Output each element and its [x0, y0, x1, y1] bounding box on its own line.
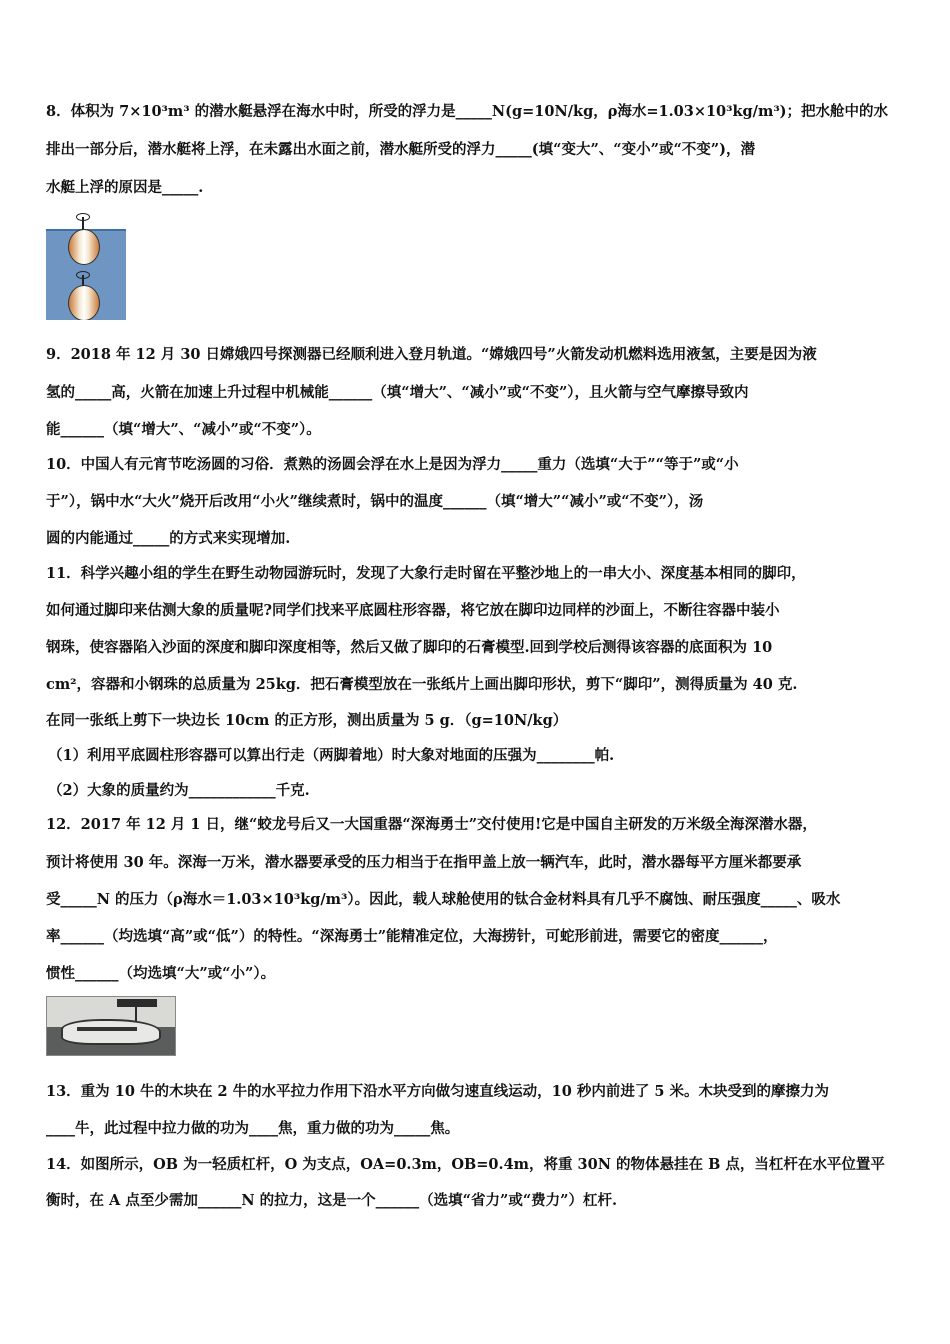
q11-line-3: 钢珠，使容器陷入沙面的深度和脚印深度相等，然后又做了脚印的石膏模型.回到学校后测得该容器的底面积为 10 — [46, 639, 773, 656]
q9-line-3: 能______（填“增大”、“减小”或“不变”）。 — [46, 421, 321, 438]
q11-line-1: 11．科学兴趣小组的学生在野生动物园游玩时，发现了大象行走时留在平整沙地上的一串大小、深度基本相同的脚印， — [46, 565, 806, 582]
q13-line-1: 13．重为 10 牛的木块在 2 牛的水平拉力作用下沿水平方向做匀速直线运动，10 秒内前进了 5 米。木块受到的摩擦力为 — [46, 1083, 830, 1100]
submersible-hull-icon — [61, 1019, 161, 1045]
q12-line-5: 惯性______（均选填“大”或“小”）。 — [46, 965, 276, 982]
q12-line-3: 受_____N 的压力（ρ海水＝1.03×10³kg/m³）。因此，载人球舱使用的钛合金材料具有几乎不腐蚀、耐压强度_____、吸水 — [46, 891, 841, 908]
q11-sub-1: （1）利用平底圆柱形容器可以算出行走（两脚着地）时大象对地面的压强为________帕. — [48, 747, 615, 764]
q14-line-2: 衡时，在 A 点至少需加______N 的拉力，这是一个______（选填“省力”或“费力”）杠杆. — [46, 1192, 618, 1209]
submarine-top-icon — [68, 229, 100, 265]
q14-line-1: 14．如图所示，OB 为一轻质杠杆，O 为支点，OA=0.3m，OB=0.4m，将重 30N 的物体悬挂在 B 点，当杠杆在水平位置平 — [46, 1156, 885, 1173]
q9-line-2: 氢的_____高，火箭在加速上升过程中机械能______（填“增大”、“减小”或“不变”），且火箭与空气摩擦导致内 — [46, 384, 749, 401]
q11-line-4: cm²，容器和小钢珠的总质量为 25kg．把石膏模型放在一张纸片上画出脚印形状，剪下“脚印”，测得质量为 40 克. — [46, 676, 798, 693]
q8-line-3: 水艇上浮的原因是_____. — [46, 179, 204, 196]
q12-line-2: 预计将使用 30 年。深海一万米，潜水器要承受的压力相当于在指甲盖上放一辆汽车，此时，潜水器每平方厘米都要承 — [46, 854, 802, 871]
submersible-stripe-icon — [77, 1027, 137, 1031]
photo-cable-icon — [135, 1005, 137, 1021]
submarine-figure — [46, 207, 126, 320]
q13-line-2: ____牛，此过程中拉力做的功为____焦，重力做的功为_____焦。 — [46, 1120, 460, 1137]
q9-line-1: 9．2018 年 12 月 30 日嫦娥四号探测器已经顺利进入登月轨道。“嫦娥四号”火箭发动机燃料选用液氢，主要是因为液 — [46, 346, 817, 363]
q8-line-1: 8．体积为 7×10³m³ 的潜水艇悬浮在海水中时，所受的浮力是_____N(g=10N/kg，ρ海水=1.03×10³kg/m³)；把水舱中的水 — [46, 103, 889, 120]
q11-line-5: 在同一张纸上剪下一块边长 10cm 的正方形，测出质量为 5 g．（g=10N/kg） — [46, 712, 568, 729]
q10-line-1: 10．中国人有元宵节吃汤圆的习俗．煮熟的汤圆会浮在水上是因为浮力_____重力（选填“大于”“等于”或“小 — [46, 456, 739, 473]
q12-line-4: 率______（均选填“高”或“低”）的特性。“深海勇士”能精准定位，大海捞针，可蛇形前进，需要它的密度______， — [46, 928, 778, 945]
q11-sub-2: （2）大象的质量约为____________千克. — [48, 782, 310, 799]
photo-crane-icon — [117, 999, 157, 1007]
q11-line-2: 如何通过脚印来估测大象的质量呢?同学们找来平底圆柱形容器，将它放在脚印边同样的沙面上，不断往容器中装小 — [46, 602, 780, 619]
q8-line-2: 排出一部分后，潜水艇将上浮，在未露出水面之前，潜水艇所受的浮力_____(填“变大”、“变小”或“不变”)，潜 — [46, 141, 756, 158]
q12-line-1: 12．2017 年 12 月 1 日，继“蛟龙号后又一大国重器“深海勇士”交付使用!它是中国自主研发的万米级全海深潜水器， — [46, 816, 817, 833]
submarine-bottom-icon — [68, 285, 100, 320]
deep-sea-submersible-photo — [46, 996, 176, 1056]
q10-line-3: 圆的内能通过_____的方式来实现增加. — [46, 530, 291, 547]
q10-line-2: 于”），锅中水“大火”烧开后改用“小火”继续煮时，锅中的温度______（填“增大”“减小”或“不变”），汤 — [46, 493, 704, 510]
